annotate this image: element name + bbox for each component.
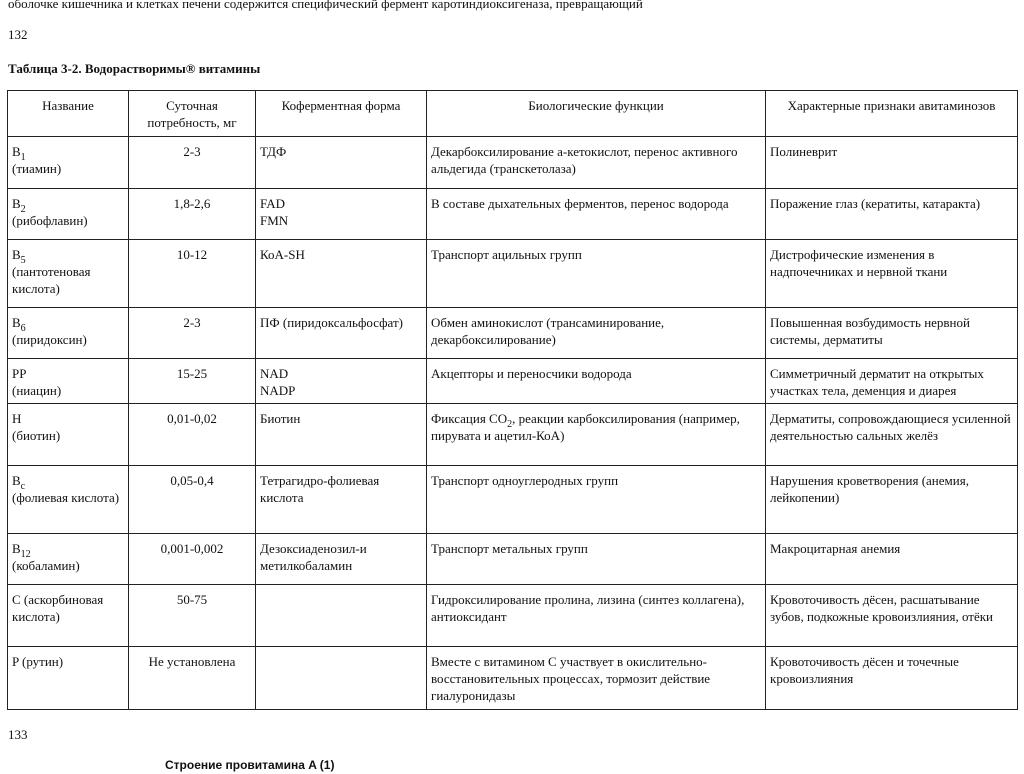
- table-row: [8, 359, 1018, 404]
- cell-functions: [427, 466, 766, 534]
- table-row: [8, 137, 1018, 189]
- vitamin-name: PP: [12, 366, 27, 381]
- cell-deficiency-signs: [766, 534, 1018, 585]
- coenzyme-line: NADP: [260, 383, 296, 398]
- cell-deficiency-signs: [766, 189, 1018, 240]
- table-row: [8, 189, 1018, 240]
- deficiency-signs: Симметричный дерматит на открытых участках тела, деменция и диарея: [770, 366, 984, 398]
- cell-deficiency-signs: [766, 308, 1018, 359]
- cell-deficiency-signs: [766, 647, 1018, 710]
- function-text: Декарбоксилирование а-кетокислот, перенос активного альдегида (транскетолаза): [431, 144, 738, 176]
- vitamin-name: B: [12, 247, 21, 262]
- table-row: [8, 585, 1018, 647]
- deficiency-signs: Нарушения кроветворения (анемия, лейкопении): [770, 473, 969, 505]
- coenzyme-line: NAD: [260, 366, 289, 381]
- cell-daily-need: [129, 404, 256, 466]
- cell-name: [8, 647, 129, 710]
- cell-daily-need: [129, 466, 256, 534]
- header-daily-need: Суточная потребность, мг: [129, 91, 256, 137]
- cell-functions: [427, 137, 766, 189]
- daily-need: 0,01-0,02: [167, 411, 217, 426]
- vitamin-common-name: (кобаламин): [12, 558, 80, 573]
- table-body: [8, 137, 1018, 710]
- function-text: Транспорт одноуглеродных групп: [431, 473, 619, 488]
- vitamin-common-name: (тиамин): [12, 161, 62, 176]
- cell-name: [8, 466, 129, 534]
- cell-deficiency-signs: [766, 466, 1018, 534]
- function-subscript: 2: [507, 419, 513, 430]
- cell-daily-need: [129, 647, 256, 710]
- cell-functions: [427, 308, 766, 359]
- cell-deficiency-signs: [766, 359, 1018, 404]
- cell-daily-need: [129, 585, 256, 647]
- deficiency-signs: Повышенная возбудимость нервной системы, дерматиты: [770, 315, 970, 347]
- cell-coenzyme: [256, 308, 427, 359]
- header-functions: Биологические функции: [427, 91, 766, 137]
- vitamin-name: B: [12, 315, 21, 330]
- cell-deficiency-signs: [766, 240, 1018, 308]
- vitamin-subscript: 2: [20, 204, 26, 215]
- coenzyme-line: FMN: [260, 213, 289, 228]
- cell-functions: [427, 240, 766, 308]
- function-text: Транспорт метальных групп: [431, 541, 588, 556]
- vitamin-subscript: 12: [20, 549, 31, 560]
- cell-functions: [427, 647, 766, 710]
- cell-daily-need: [129, 308, 256, 359]
- function-text: Акцепторы и переносчики водорода: [431, 366, 632, 381]
- header-coenzyme: Коферментная форма: [256, 91, 427, 137]
- vitamin-name: B: [12, 196, 21, 211]
- cell-coenzyme: [256, 466, 427, 534]
- cell-coenzyme: [256, 647, 427, 710]
- function-text: Гидроксилирование пролина, лизина (синтез коллагена), антиоксидант: [431, 592, 745, 624]
- daily-need: 2-3: [183, 144, 201, 159]
- vitamin-common-name: (рибофлавин): [12, 213, 88, 228]
- cut-off-heading: Строение провитамина A (1): [165, 758, 335, 772]
- deficiency-signs: Дерматиты, сопровождающиеся усиленной деятельностью сальных желёз: [770, 411, 1011, 443]
- function-text: Вместе с витамином С участвует в окислительно-восстановительных процессах, тормозит действие гиалуронидазы: [431, 654, 711, 703]
- vitamin-subscript: 1: [20, 152, 26, 163]
- table-row: [8, 466, 1018, 534]
- vitamin-name: P (рутин): [12, 654, 64, 669]
- vitamin-name: B: [12, 144, 21, 159]
- cell-name: [8, 534, 129, 585]
- cell-deficiency-signs: [766, 137, 1018, 189]
- table-row: [8, 534, 1018, 585]
- cell-functions: [427, 404, 766, 466]
- vitamin-common-name: (пантотеновая кислота): [12, 264, 91, 296]
- page-number: 132: [8, 27, 28, 42]
- cell-name: [8, 308, 129, 359]
- deficiency-signs: Макроцитарная анемия: [770, 541, 901, 556]
- coenzyme-form: Дезоксиаденозил-и метилкобаламин: [260, 541, 367, 573]
- deficiency-signs: Дистрофические изменения в надпочечниках и нервной ткани: [770, 247, 948, 279]
- coenzyme-line: FAD: [260, 196, 286, 211]
- cell-daily-need: [129, 359, 256, 404]
- cell-daily-need: [129, 240, 256, 308]
- daily-need: 10-12: [176, 247, 208, 262]
- vitamin-subscript: 6: [20, 323, 26, 334]
- cell-coenzyme: [256, 240, 427, 308]
- deficiency-signs: Кровоточивость дёсен, расшатывание зубов, подкожные кровоизлияния, отёки: [770, 592, 993, 624]
- table-row: [8, 240, 1018, 308]
- table-caption: Таблица 3-2. Водорастворимы® витамины: [8, 61, 261, 76]
- cell-deficiency-signs: [766, 404, 1018, 466]
- header-name: Название: [8, 91, 129, 137]
- cell-coenzyme: [256, 359, 427, 404]
- cell-coenzyme: [256, 137, 427, 189]
- function-prefix: Фиксация CO: [431, 411, 508, 426]
- vitamin-common-name: (пиридоксин): [12, 332, 87, 347]
- cell-functions: [427, 534, 766, 585]
- daily-need: Не установлена: [148, 654, 236, 669]
- vitamin-subscript: 5: [20, 255, 26, 266]
- cell-name: [8, 359, 129, 404]
- deficiency-signs: Кровоточивость дёсен и точечные кровоизлияния: [770, 654, 959, 686]
- top-text-line: оболочке кишечника и клетках печени содержится специфический фермент каротиндиоксигеназа, превращающий: [8, 0, 643, 11]
- cell-coenzyme: [256, 585, 427, 647]
- vitamin-common-name: (биотин): [12, 428, 61, 443]
- vitamin-common-name: (ниацин): [12, 383, 62, 398]
- vitamin-subscript: c: [20, 481, 26, 492]
- header-deficiency-signs: Характерные признаки авитаминозов: [766, 91, 1018, 137]
- function-text: Транспорт ацильных групп: [431, 247, 582, 262]
- cell-functions: [427, 359, 766, 404]
- deficiency-signs: Полиневрит: [770, 144, 838, 159]
- daily-need: 0,05-0,4: [170, 473, 214, 488]
- function-text: В составе дыхательных ферментов, перенос водорода: [431, 196, 729, 211]
- vitamin-name: B: [12, 541, 21, 556]
- function-text: Обмен аминокислот (трансаминирование, декарбоксилирование): [431, 315, 665, 347]
- coenzyme-form: КоА-SH: [260, 247, 305, 262]
- cell-name: [8, 585, 129, 647]
- vitamin-common-name: (фолиевая кислота): [12, 490, 120, 505]
- cell-coenzyme: [256, 534, 427, 585]
- cell-daily-need: [129, 534, 256, 585]
- daily-need: 2-3: [183, 315, 201, 330]
- cell-name: [8, 404, 129, 466]
- daily-need: 50-75: [176, 592, 208, 607]
- cell-daily-need: [129, 137, 256, 189]
- coenzyme-form: Тетрагидро-фолиевая кислота: [260, 473, 380, 505]
- vitamin-name: H: [12, 411, 22, 426]
- deficiency-signs: Поражение глаз (кератиты, катаракта): [770, 196, 981, 211]
- coenzyme-form: ПФ (пиридоксальфосфат): [260, 315, 403, 330]
- cell-functions: [427, 189, 766, 240]
- cell-functions: [427, 585, 766, 647]
- cell-deficiency-signs: [766, 585, 1018, 647]
- vitamin-name: B: [12, 473, 21, 488]
- function-text: , реакции карбоксилирования (например, пирувата и ацетил-КоА): [431, 411, 740, 443]
- daily-need: 0,001-0,002: [160, 541, 224, 556]
- coenzyme-form: ТДФ: [260, 144, 287, 159]
- cell-name: [8, 137, 129, 189]
- cell-coenzyme: [256, 404, 427, 466]
- page-number: 133: [8, 727, 28, 742]
- coenzyme-form: Биотин: [260, 411, 301, 426]
- table-row: [8, 404, 1018, 466]
- vitamin-name: C (аскорбиновая кислота): [12, 592, 104, 624]
- daily-need: 1,8-2,6: [173, 196, 211, 211]
- cell-daily-need: [129, 189, 256, 240]
- table-row: [8, 308, 1018, 359]
- cell-name: [8, 240, 129, 308]
- daily-need: 15-25: [176, 366, 208, 381]
- table-row: [8, 647, 1018, 710]
- cell-name: [8, 189, 129, 240]
- cell-coenzyme: [256, 189, 427, 240]
- vitamins-table: [7, 90, 1018, 710]
